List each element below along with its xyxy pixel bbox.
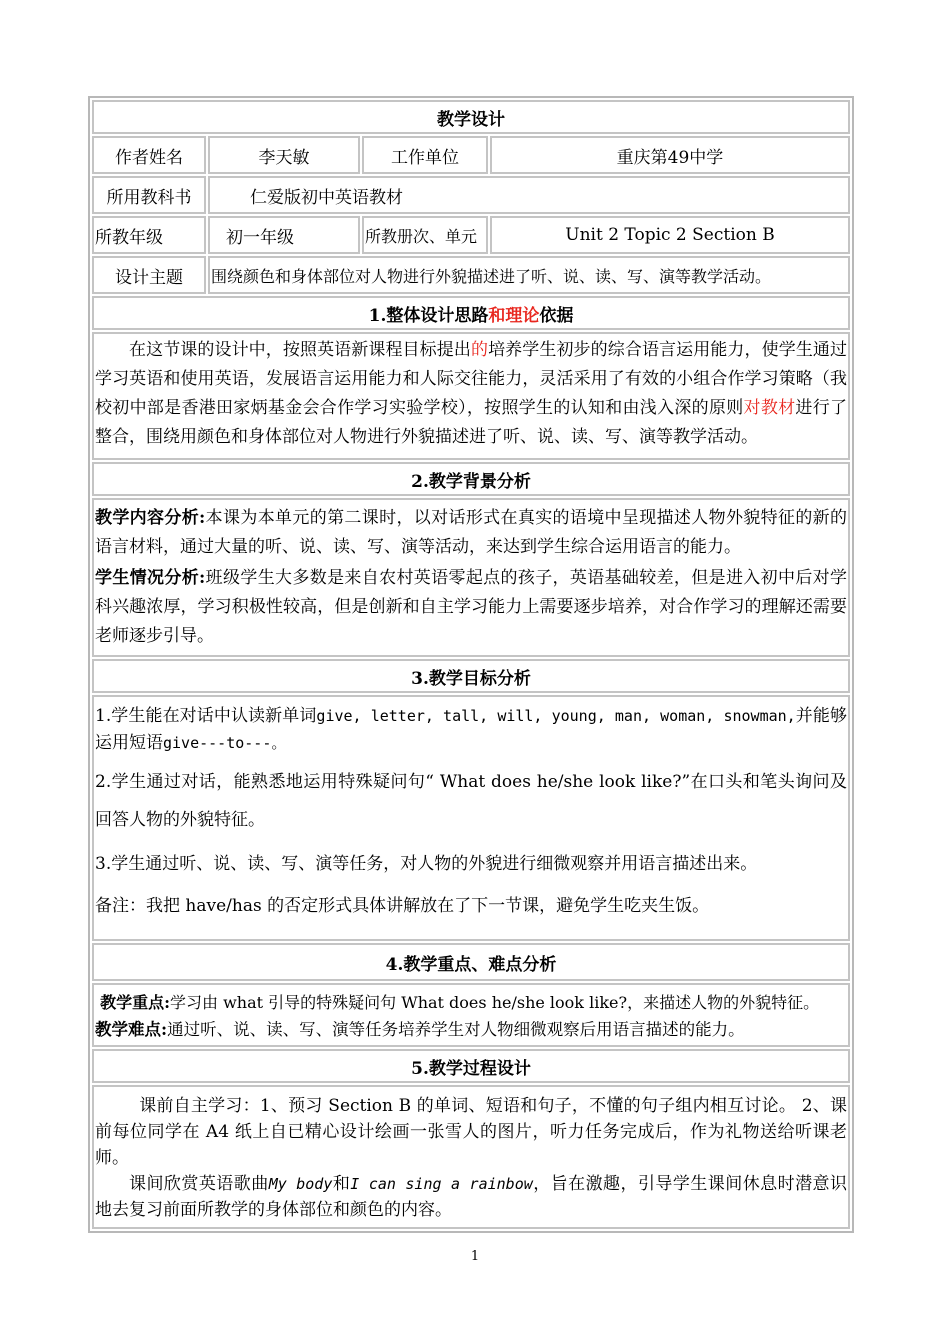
- volume-label: 所教册次、单元: [362, 216, 488, 254]
- content-analysis-label: 教学内容分析:: [95, 508, 206, 528]
- grade-value: 初一年级: [208, 216, 360, 254]
- theme-label: 设计主题: [92, 256, 206, 294]
- doc-title: 教学设计: [92, 100, 850, 134]
- section-5-body: [92, 1085, 850, 1229]
- difficult-point: 教学难点:通过听、说、读、写、演等任务培养学生对人物细微观察后用语言描述的能力。: [95, 1020, 745, 1039]
- section-3-title: 3.教学目标分析: [92, 659, 850, 693]
- goal-3: 3.学生通过听、说、读、写、演等任务，对人物的外貌进行细微观察并用语言描述出来。: [95, 854, 758, 874]
- student-analysis-text: 班级学生大多数是来自农村英语零起点的孩子，英语基础较差，但是进入初中后对学科兴趣浓厚，学习积极性较高，但是创新和自主学习能力上需要逐步培养，对合作学习的理解还需要老师逐步引导。: [95, 568, 848, 646]
- key-point: 教学重点:学习由 what 引导的特殊疑问句 What does he/she look like?，来描述人物的外貌特征。: [100, 993, 820, 1012]
- author-value: 李天敏: [208, 136, 360, 174]
- section-4-body: [92, 983, 850, 1047]
- textbook-value: 仁爱版初中英语教材: [208, 176, 850, 214]
- page-number: 1: [470, 1249, 480, 1264]
- unit-value: 重庆第49中学: [490, 136, 850, 174]
- author-label: 作者姓名: [92, 136, 206, 174]
- process-paragraph-2: 课间欣赏英语歌曲My body和I can sing a rainbow，旨在激趣，引导学生课间休息时潜意识地去复习前面所教学的身体部位和颜色的内容。: [95, 1174, 848, 1220]
- grade-label: 所教年级: [92, 216, 206, 254]
- note: 备注：我把 have/has 的否定形式具体讲解放在了下一节课，避免学生吃夹生饭。: [95, 896, 710, 916]
- goal-1: 1.学生能在对话中认读新单词give, letter, tall, will, young, man, woman, snowman,并能够运用短语give---to---。: [95, 706, 847, 753]
- section-2-body: [92, 498, 850, 657]
- document-page: [88, 96, 854, 1233]
- section-1-body: 在这节课的设计中，按照英语新课程目标提出的培养学生初步的综合语言运用能力，使学生通过学习英语和使用英语，发展语言运用能力和人际交往能力，灵活采用了有效的小组合作学习策略（我校初中部是香港田家炳基金会合作学习实验学校），按照学生的认知和由浅入深的原则对教材进行了整合，围绕用颜色和身体部位对人物进行外貌描述进了听、说、读、写、演等教学活动。: [92, 332, 850, 460]
- section-5-title: 5.教学过程设计: [92, 1049, 850, 1083]
- section-2-title: 2.教学背景分析: [92, 462, 850, 496]
- student-analysis-label: 学生情况分析:: [95, 568, 206, 588]
- section-3-body: [92, 695, 850, 941]
- section-4-title: 4.教学重点、难点分析: [92, 943, 850, 981]
- lesson-plan-table: [88, 96, 854, 1233]
- content-analysis-text: 本课为本单元的第二课时，以对话形式在真实的语境中呈现描述人物外貌特征的新的语言材料，通过大量的听、说、读、写、演等活动，来达到学生综合运用语言的能力。: [95, 508, 848, 557]
- unit-label: 工作单位: [362, 136, 488, 174]
- process-paragraph-1: 课前自主学习：1、预习 Section B 的单词、短语和句子，不懂的句子组内相互讨论。 2、课前每位同学在 A4 纸上自已精心设计绘画一张雪人的图片，听力任务完成后，作为礼物送给听课老师。: [95, 1096, 847, 1168]
- goal-2: 2.学生通过对话，能熟悉地运用特殊疑问句“ What does he/she look like?”在口头和笔头询问及回答人物的外貌特征。: [95, 772, 847, 830]
- volume-value: Unit 2 Topic 2 Section B: [490, 216, 850, 254]
- textbook-label: 所用教科书: [92, 176, 206, 214]
- theme-value: 围绕颜色和身体部位对人物进行外貌描述进了听、说、读、写、演等教学活动。: [208, 256, 850, 294]
- section-1-title: 1.整体设计思路和理论依据: [92, 296, 850, 330]
